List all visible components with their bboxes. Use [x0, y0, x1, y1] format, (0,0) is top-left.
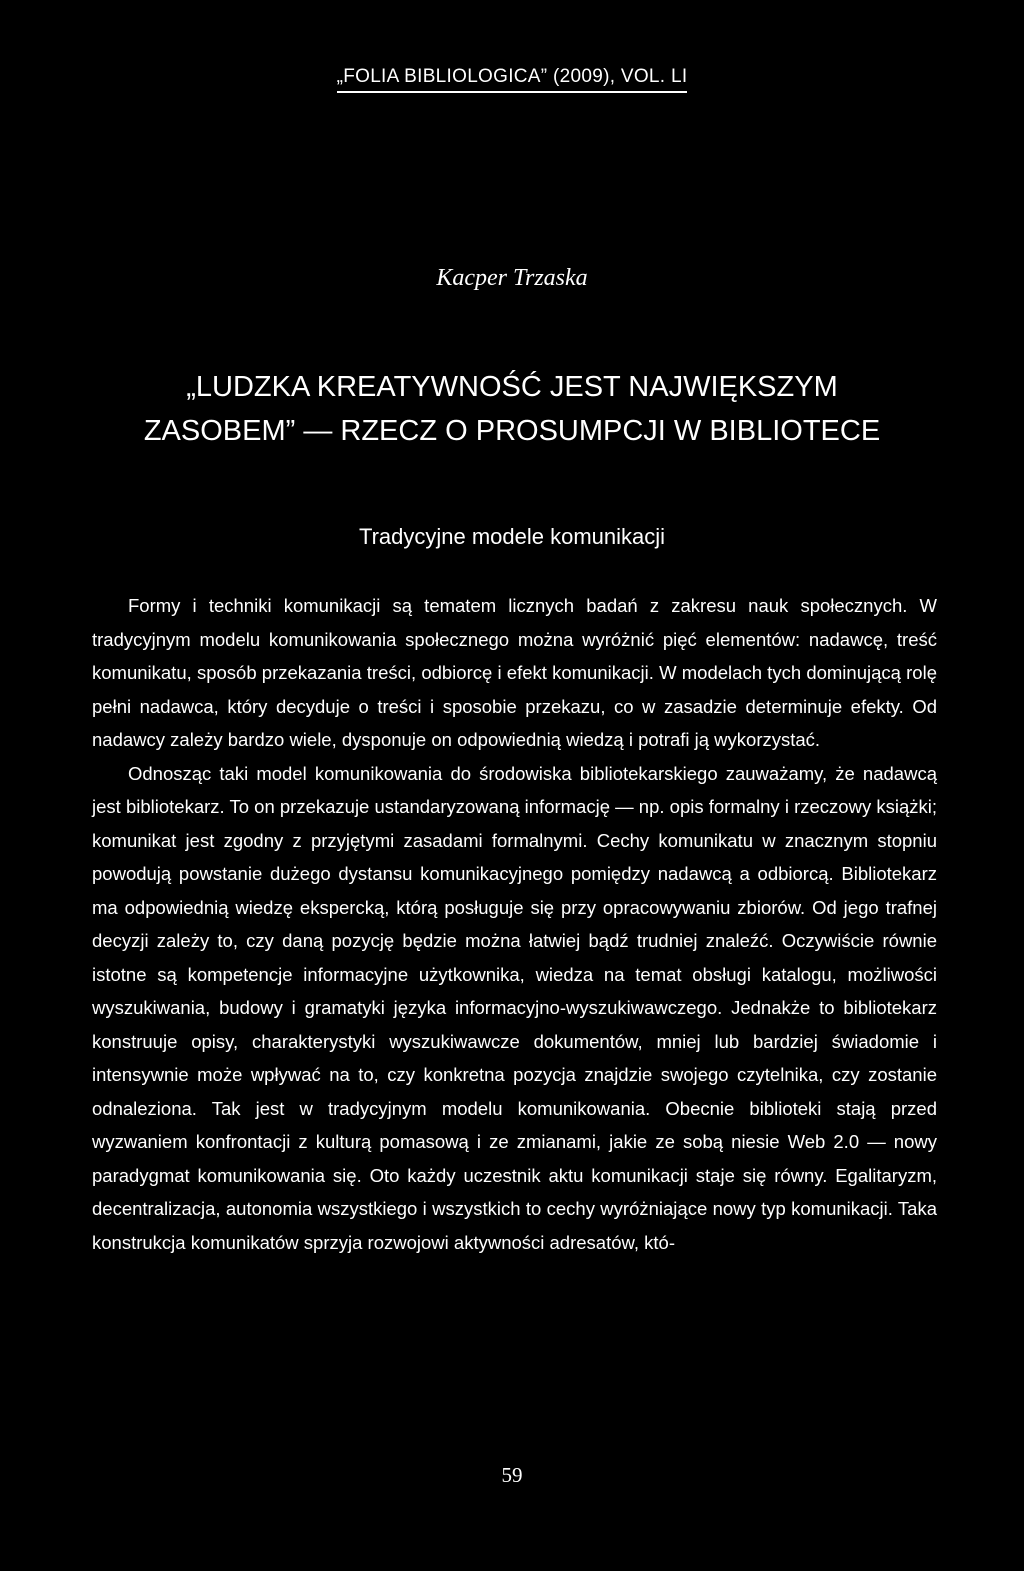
journal-citation: „FOLIA BIBLIOLOGICA” (2009), VOL. LI — [337, 66, 688, 93]
article-title-line-1: „LUDZKA KREATYWNOŚĆ JEST NAJWIĘKSZYM — [186, 371, 838, 403]
article-body — [92, 589, 937, 1259]
article-title — [60, 365, 964, 453]
article-title-line-2: ZASOBEM” — RZECZ O PROSUMPCJI W BIBLIOTECE — [143, 415, 881, 447]
paragraph-1: Formy i techniki komunikacji są tematem licznych badań z zakresu nauk społecznych. W tradycyjnym modelu komunikowania społecznego można wyróżnić pięć elementów: nadawcę, treść komunikatu, sposób przekazania treści, odbiorcę i efekt komunikacji. W modelach tych dominującą rolę pełni nadawca, który decyduje o treści i sposobie przekazu, co w zasadzie determinuje efekty. Od nadawcy zależy bardzo wiele, dysponuje on odpowiednią wiedzą i potrafi ją wykorzystać. — [92, 595, 937, 750]
author-name: Kacper Trzaska — [436, 265, 588, 291]
page-number: 59 — [501, 1463, 523, 1487]
section-heading: Tradycyjne modele komunikacji — [358, 524, 666, 549]
paragraph-2: Odnosząc taki model komunikowania do środowiska bibliotekarskiego zauważamy, że nadawcą jest bibliotekarz. To on przekazuje ustandaryzowaną informację — np. opis formalny i rzeczowy książki; komunikat jest zgodny z przyjętymi zasadami formalnymi. Cechy komunikatu w znacznym stopniu powodują powstanie dużego dystansu komunikacyjnego pomiędzy nadawcą a odbiorcą. Bibliotekarz ma odpowiednią wiedzę ekspercką, którą posługuje się przy opracowywaniu zbiorów. Od jego trafnej decyzji zależy to, czy daną pozycję będzie można łatwiej bądź trudniej znaleźć. Oczywiście równie istotne są kompetencje informacyjne użytkownika, wiedza na temat obsługi katalogu, możliwości wyszukiwania, budowy i gramatyki języka informacyjno-wyszukiwawczego. Jednakże to bibliotekarz konstruuje opisy, charakterystyki wyszukiwawcze dokumentów, mniej lub bardziej świadomie i intensywnie może wpływać na to, czy konkretna pozycja znajdzie swojego czytelnika, czy zostanie odnaleziona. Tak jest w tradycyjnym modelu komunikowania. Obecnie biblioteki stają przed wyzwaniem konfrontacji z kulturą pomasową i ze zmianami, jakie ze sobą niesie Web 2.0 — nowy paradygmat komunikowania się. Oto każdy uczestnik aktu komunikacji staje się równy. Egalitaryzm, decentralizacja, autonomia wszystkiego i wszystkich to cechy wyróżniające nowy typ komunikacji. Taka konstrukcja komunikatów sprzyja rozwojowi aktywności adresatów, któ- — [92, 762, 937, 1253]
running-head — [0, 66, 1024, 93]
